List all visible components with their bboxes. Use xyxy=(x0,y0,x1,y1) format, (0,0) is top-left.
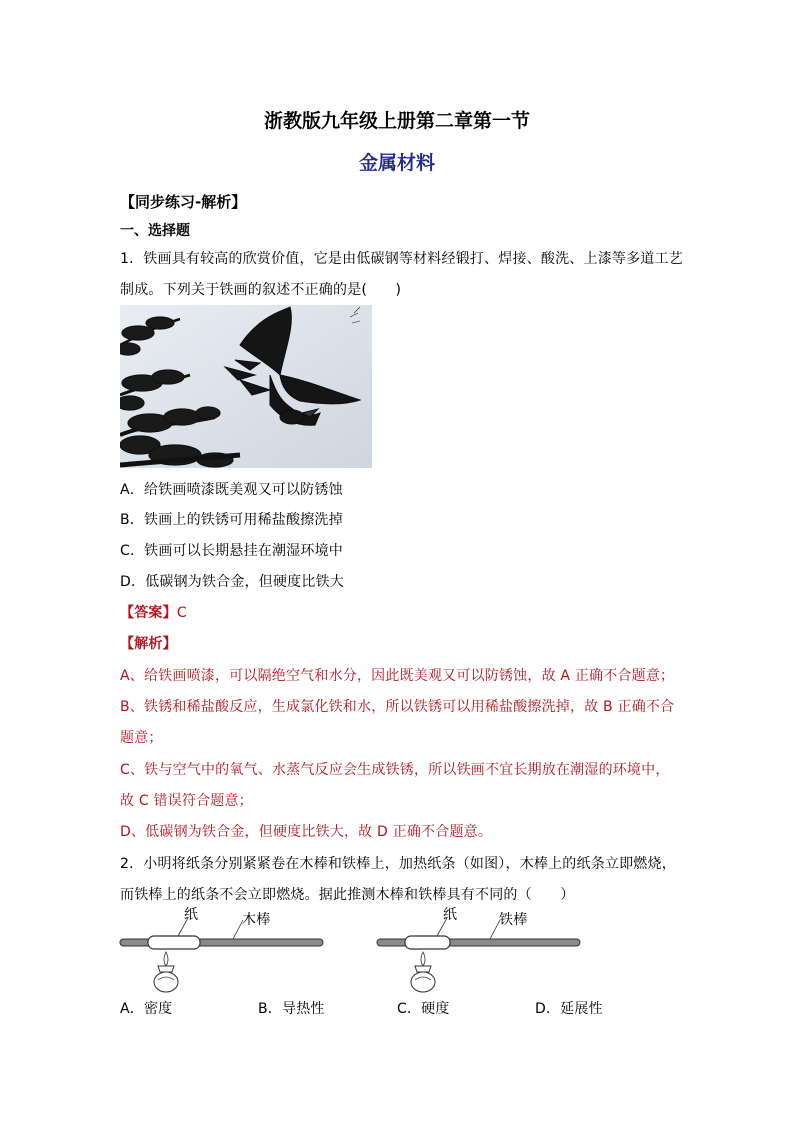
q2-stem-line1: 2．小明将纸条分别紧紧卷在木棒和铁棒上，加热纸条（如图），木棒上的纸条立即燃烧， xyxy=(120,856,676,872)
q2-option-a: A．密度 xyxy=(120,1001,173,1017)
paper-label-left: 纸 xyxy=(184,907,199,923)
part-heading: 一、选择题 xyxy=(120,223,190,239)
iron-rod-label: 铁棒 xyxy=(499,912,528,928)
q1-stem-line1: 1．铁画具有较高的欣赏价值，它是由低碳钢等材料经锻打、焊接、酸洗、上漆等多道工艺 xyxy=(120,251,683,267)
wood-rod-label: 木棒 xyxy=(242,912,271,928)
analysis-line-4: C、铁与空气中的氧气、水蒸气反应会生成铁锈，所以铁画不宜长期放在潮湿的环境中， xyxy=(120,762,670,778)
q1-option-d: D．低碳钢为铁合金，但硬度比铁大 xyxy=(120,574,344,590)
figure-iron-rod xyxy=(375,904,585,994)
answer-value: C xyxy=(176,605,187,621)
q2-stem-line2: 而铁棒上的纸条不会立即燃烧。据此推测木棒和铁棒具有不同的（ ） xyxy=(120,887,575,903)
page-title: 浙教版九年级上册第二章第一节 xyxy=(263,110,530,132)
paper-label-right: 纸 xyxy=(443,907,458,923)
iron-painting-photo xyxy=(120,305,372,468)
q1-stem-line2: 制成。下列关于铁画的叙述不正确的是( ) xyxy=(120,282,402,298)
analysis-line-6: D、低碳钢为铁合金，但硬度比铁大，故 D 正确不合题意。 xyxy=(120,824,493,840)
figure-wood-rod xyxy=(118,904,328,994)
page-subtitle: 金属材料 xyxy=(358,152,435,174)
iron-painting-eagle-pine-icon xyxy=(120,305,372,468)
q1-option-b: B．铁画上的铁锈可用稀盐酸擦洗掉 xyxy=(120,512,343,528)
q2-option-d: D．延展性 xyxy=(535,1001,603,1017)
q1-option-c: C．铁画可以长期悬挂在潮湿环境中 xyxy=(120,543,343,559)
analysis-line-3: 题意； xyxy=(120,730,163,746)
analysis-line-5: 故 C 错误符合题意； xyxy=(120,793,253,809)
answer-label: 【答案】 xyxy=(120,605,177,621)
q1-option-a: A．给铁画喷漆既美观又可以防锈蚀 xyxy=(120,482,343,498)
analysis-line-2: B、铁锈和稀盐酸反应，生成氯化铁和水，所以铁锈可以用稀盐酸擦洗掉，故 B 正确不合 xyxy=(120,699,675,715)
section-tag: 【同步练习-解析】 xyxy=(120,193,247,211)
q2-option-b: B．导热性 xyxy=(258,1001,325,1017)
analysis-line-1: A、给铁画喷漆，可以隔绝空气和水分，因此既美观又可以防锈蚀，故 A 正确不合题意； xyxy=(120,668,675,684)
q1-answer xyxy=(120,602,187,622)
analysis-label: 【解析】 xyxy=(120,636,177,652)
iron-rod-diagram-icon xyxy=(375,904,585,994)
wood-rod-diagram-icon xyxy=(118,904,328,994)
q2-option-c: C．硬度 xyxy=(397,1001,450,1017)
